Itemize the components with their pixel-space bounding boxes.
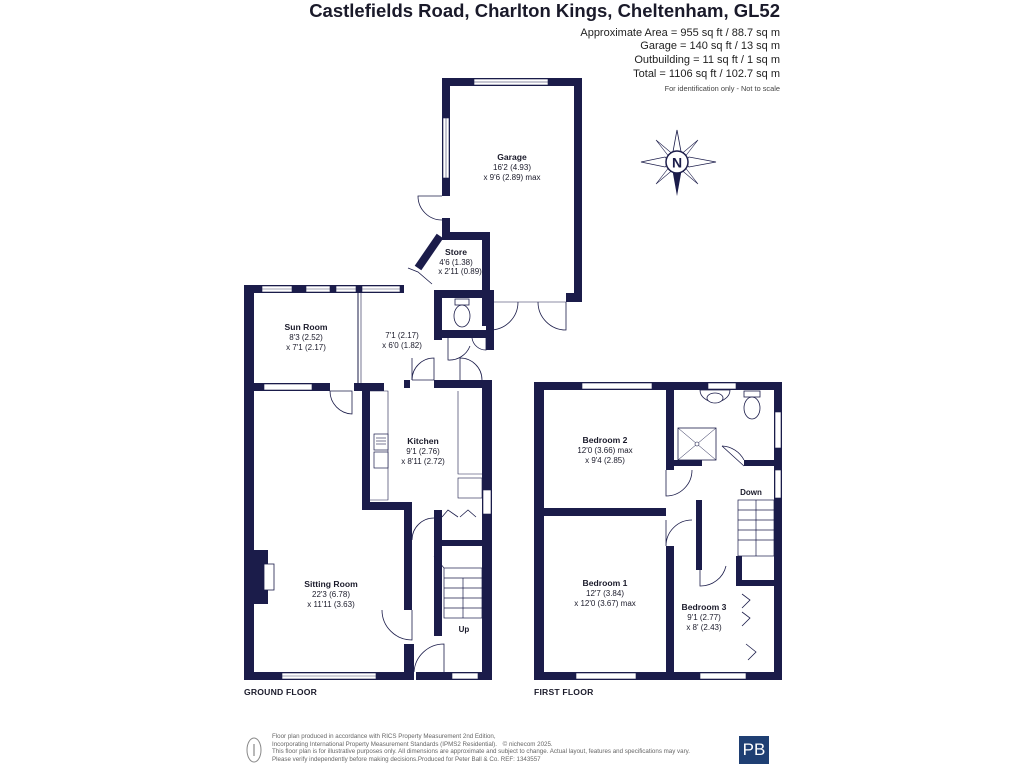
bedroom-2-dim2: x 9'4 (2.85) [585,456,625,465]
footer-line-1: Floor plan produced in accordance with RICS Property Measurement 2nd Edition, [272,733,496,740]
first-floor-label: FIRST FLOOR [534,687,594,697]
basin-icon [700,390,730,403]
shower-icon [678,428,716,460]
sun-room-label: Sun Room [284,322,328,332]
kitchen-dim1: 9'1 (2.76) [406,447,440,456]
sink-icon [374,434,388,468]
fireplace [264,564,274,590]
scale-note: For identification only - Not to scale [664,84,780,93]
kitchen-label: Kitchen [407,436,439,446]
kitchen-dim2: x 8'11 (2.72) [401,457,445,466]
bedroom-3-dim2: x 8' (2.43) [686,623,722,632]
area-outbuilding: Outbuilding = 11 sq ft / 1 sq m [634,54,780,66]
garage-walls [442,78,582,326]
footer-line-2: Incorporating International Property Measurement Standards (IPMS2 Residential). [272,740,497,748]
area-garage: Garage = 140 sq ft / 13 sq m [640,40,780,52]
store-dim2: x 2'11 (0.89) [438,267,482,276]
hall-area-dim2: x 6'0 (1.82) [382,341,422,350]
stairs-up-label: Up [458,625,470,634]
hall-area-dim1: 7'1 (2.17) [385,331,419,340]
bedroom-3-dim1: 9'1 (2.77) [687,613,721,622]
footer-copyright: © nichecom 2025. [502,740,553,748]
sitting-room-label: Sitting Room [304,579,358,589]
bedroom-3-label: Bedroom 3 [681,602,727,612]
stairs-down [738,500,774,556]
first-floor-windows [576,383,781,679]
store-label: Store [445,247,467,257]
sun-room-dim1: 8'3 (2.52) [289,333,323,342]
first-floor-walls [534,382,782,680]
footer-line-3: This floor plan is for illustrative purposes only. All dimensions are approximate and subject to change. Actual layout, features and specifications may vary. [272,748,690,756]
store-dim1: 4'6 (1.38) [439,258,473,267]
sitting-room-dim1: 22'3 (6.78) [312,590,350,599]
area-total: Total = 1106 sq ft / 102.7 sq m [633,68,780,80]
footer-disclaimer [272,733,732,763]
compass-north-label: N [671,154,683,171]
agent-logo: PB [739,736,769,764]
area-approximate: Approximate Area = 955 sq ft / 88.7 sq m [580,27,780,39]
bedroom-2-label: Bedroom 2 [582,435,628,445]
ground-floor-walls [244,285,494,680]
property-address: Castlefields Road, Charlton Kings, Cheltenham, GL52 [309,0,780,21]
ground-floor-label: GROUND FLOOR [244,687,318,697]
compass-icon [641,130,716,196]
garage-dim2: x 9'6 (2.89) max [483,173,541,182]
rics-badge-icon [246,737,262,763]
sitting-room-dim2: x 11'11 (3.63) [307,600,355,609]
bedroom-1-dim1: 12'7 (3.84) [586,589,624,598]
toilet-upstairs-icon [744,391,760,419]
sun-room-dim2: x 7'1 (2.17) [286,343,326,352]
bedroom-1-dim2: x 12'0 (3.67) max [574,599,636,608]
garage-label: Garage [497,152,527,162]
garage-dim1: 16'2 (4.93) [493,163,531,172]
bedroom-1-label: Bedroom 1 [582,578,628,588]
stairs-down-label: Down [740,488,762,497]
footer-line-4: Please verify independently before making decisions.Produced for Peter Ball & Co. REF: 1343557 [272,755,541,763]
toilet-icon [454,299,470,327]
bedroom-2-dim1: 12'0 (3.66) max [577,446,633,455]
